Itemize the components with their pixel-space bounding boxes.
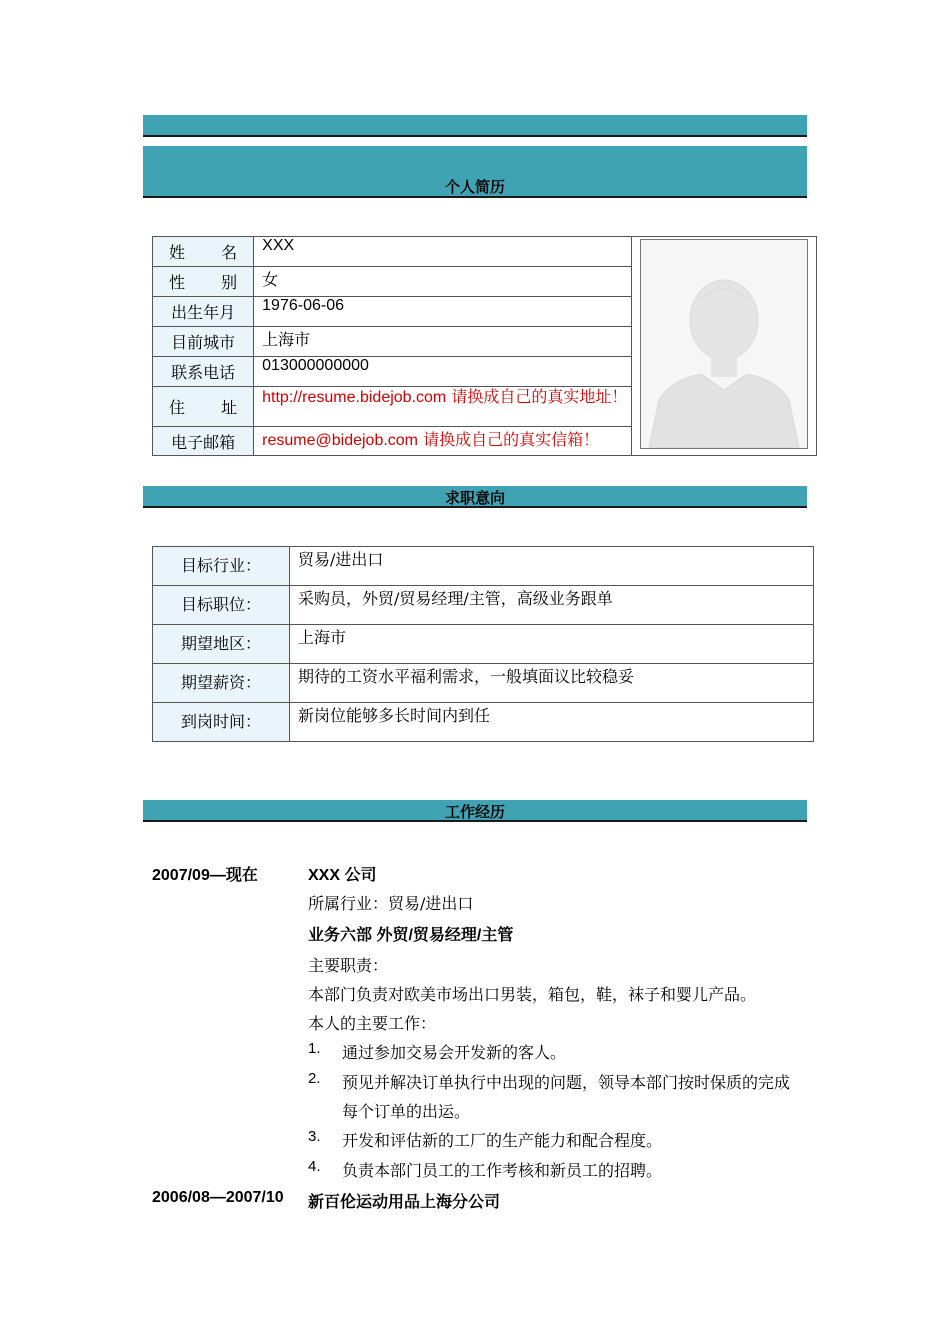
work-section-bar [143, 800, 807, 822]
intent-value-region: 上海市 [290, 625, 814, 664]
job1-position: 业务六部 外贸/贸易经理/主管 [308, 927, 514, 944]
intent-table [152, 546, 814, 742]
intent-label-salary: 期望薪资： [153, 664, 290, 703]
job1-dept-desc: 本部门负责对欧美市场出口男装，箱包，鞋，袜子和婴儿产品。 [308, 985, 757, 1004]
intent-section-bar [143, 486, 807, 508]
label-address: 住 址 [153, 387, 254, 427]
email-link[interactable]: resume@bidejob.com [262, 432, 419, 449]
job1-item1-num: 1. [308, 1040, 321, 1057]
job1-item3-text: 开发和评估新的工厂的生产能力和配合程度。 [342, 1131, 663, 1150]
label-email: 电子邮箱 [153, 427, 254, 456]
value-birth: 1976-06-06 [254, 297, 632, 327]
header-top-bar [143, 115, 807, 137]
job1-item2-text-cont: 每个订单的出运。 [342, 1102, 471, 1121]
intent-value-start: 新岗位能够多长时间内到任 [290, 703, 814, 742]
job1-item4-text: 负责本部门员工的工作考核和新员工的招聘。 [342, 1161, 663, 1180]
value-name: XXX [254, 237, 632, 267]
header-title-bar [143, 146, 807, 198]
page-title: 个人简历 [444, 178, 505, 196]
value-email [254, 427, 632, 456]
intent-value-position: 采购员，外贸/贸易经理/主管，高级业务跟单 [290, 586, 814, 625]
label-city: 目前城市 [153, 327, 254, 357]
job2-company: 新百伦运动用品上海分公司 [308, 1194, 501, 1211]
job1-duty-head: 主要职责： [308, 956, 389, 975]
job1-item3-num: 3. [308, 1128, 321, 1145]
label-phone: 联系电话 [153, 357, 254, 387]
photo-cell [631, 237, 816, 456]
job1-item2-num: 2. [308, 1070, 321, 1087]
value-address [254, 387, 632, 427]
job1-item4-num: 4. [308, 1158, 321, 1175]
photo-placeholder [640, 239, 808, 449]
label-birth: 出生年月 [153, 297, 254, 327]
job1-work-head: 本人的主要工作： [308, 1014, 437, 1033]
job1-date: 2007/09—现在 [152, 867, 258, 884]
label-gender: 性 别 [153, 267, 254, 297]
job2-date: 2006/08—2007/10 [152, 1189, 284, 1206]
job1-item2-text: 预见并解决订单执行中出现的问题，领导本部门按时保质的完成 [342, 1073, 791, 1092]
intent-label-region: 期望地区： [153, 625, 290, 664]
intent-label-position: 目标职位： [153, 586, 290, 625]
intent-value-industry: 贸易/进出口 [290, 547, 814, 586]
value-phone: 013000000000 [254, 357, 632, 387]
job1-item1-text: 通过参加交易会开发新的客人。 [342, 1043, 567, 1062]
intent-label-start: 到岗时间： [153, 703, 290, 742]
personal-info-table [152, 236, 817, 456]
intent-label-industry: 目标行业： [153, 547, 290, 586]
value-gender: 女 [254, 267, 632, 297]
job1-company: XXX 公司 [308, 867, 377, 884]
email-note: 请换成自己的真实信箱！ [418, 430, 600, 449]
job1-industry: 所属行业：贸易/进出口 [308, 894, 474, 913]
work-title: 工作经历 [444, 803, 505, 821]
intent-value-salary: 期待的工资水平福利需求，一般填面议比较稳妥 [290, 664, 814, 703]
person-silhouette-icon [641, 240, 807, 448]
address-link[interactable]: http://resume.bidejob.com [262, 389, 447, 406]
intent-title: 求职意向 [444, 489, 505, 507]
label-name: 姓 名 [153, 237, 254, 267]
value-city: 上海市 [254, 327, 632, 357]
address-note: 请换成自己的真实地址！ [446, 387, 628, 406]
